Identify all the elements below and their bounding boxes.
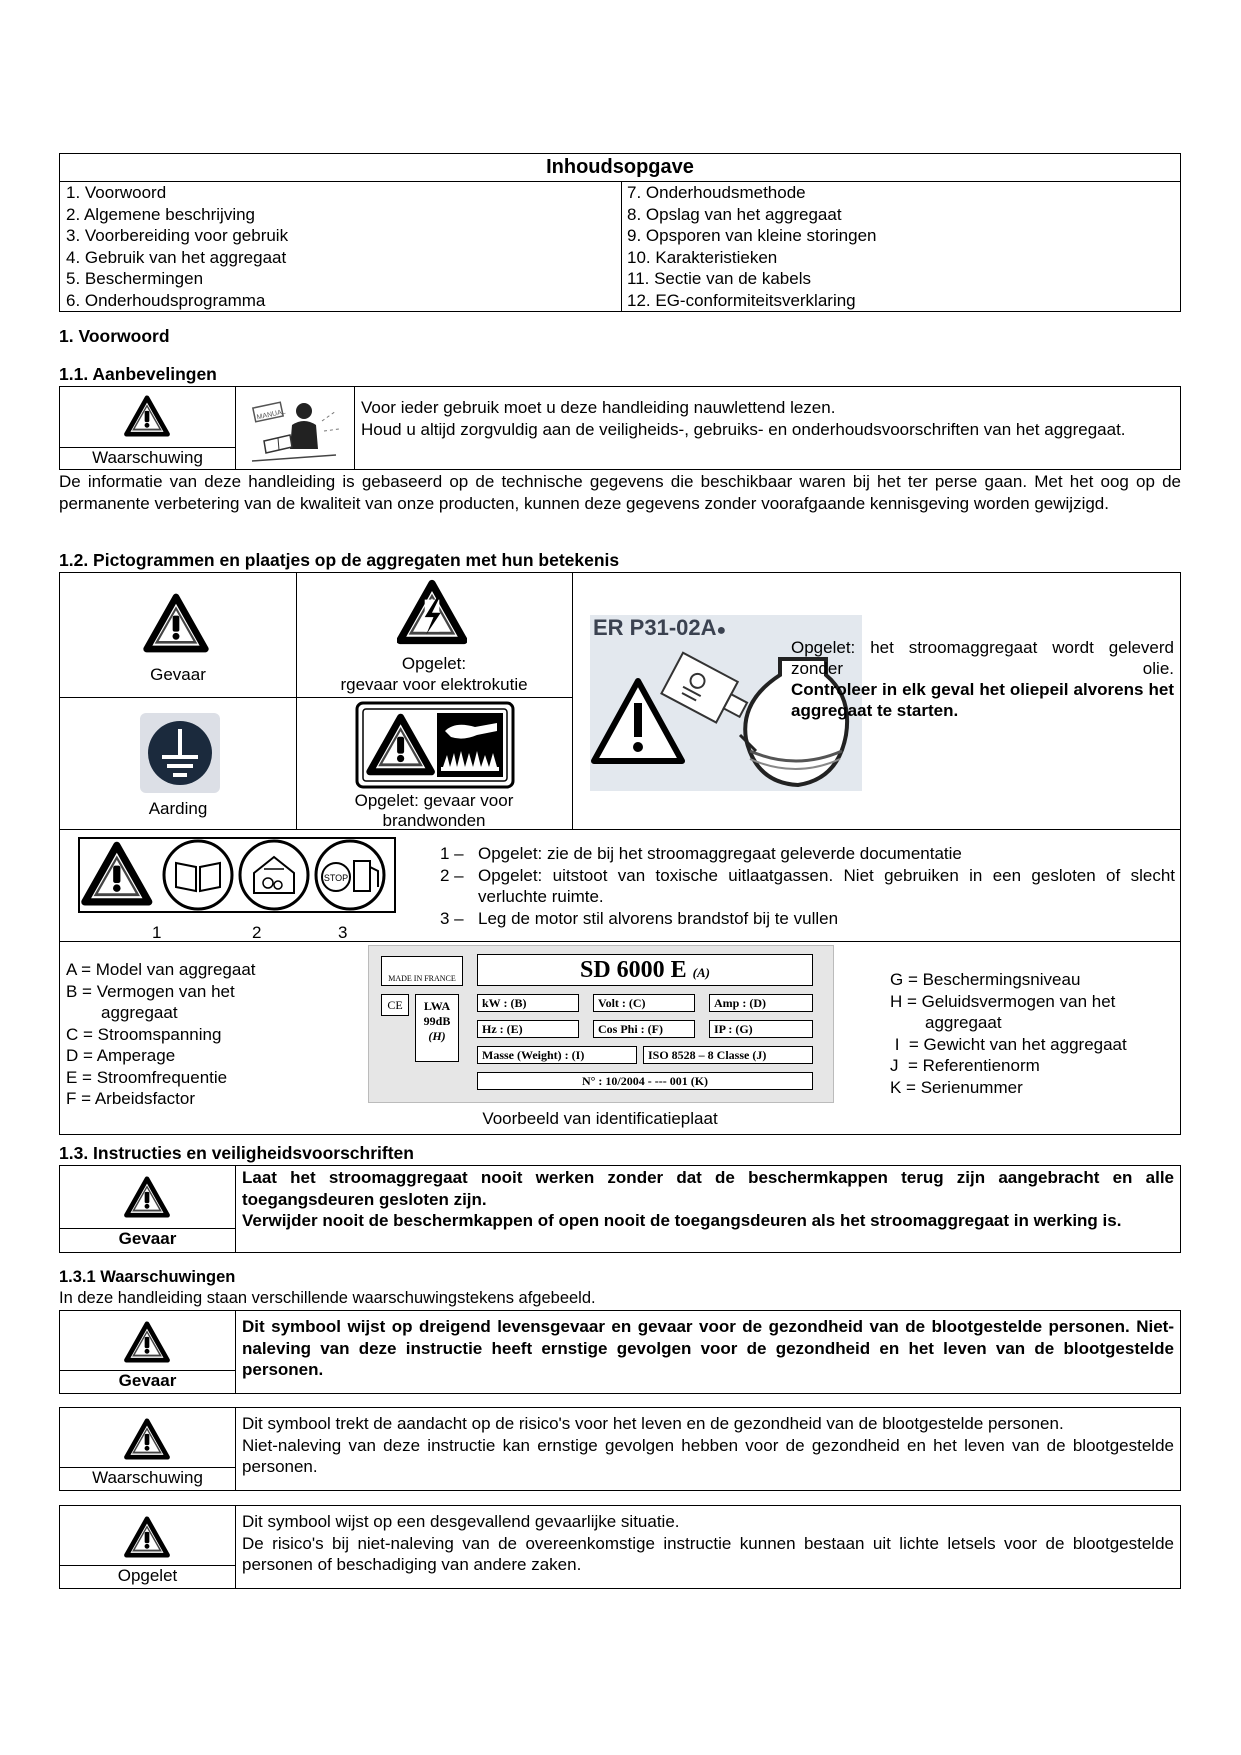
toc-item[interactable]: 7. Onderhoudsmethode <box>627 183 806 202</box>
plate-caption: Voorbeeld van identificatieplaat <box>482 1109 718 1128</box>
toc-item[interactable]: 12. EG-conformiteitsverklaring <box>627 290 856 310</box>
caution-label: Opgelet <box>117 1566 178 1585</box>
plate-serial: N° : 10/2004 - --- 001 (K) <box>477 1072 813 1090</box>
plate-hz: Hz : (E) <box>477 1020 579 1038</box>
electric-hazard-label <box>296 653 572 695</box>
toc-item[interactable]: 9. Opsporen van kleine storingen <box>627 226 877 245</box>
plate-iso: ISO 8528 – 8 Classe (J) <box>643 1046 813 1064</box>
warning-triangle-icon <box>124 1418 170 1460</box>
toc-item[interactable]: 4. Gebruik van het aggregaat <box>66 247 287 267</box>
oil-code: ER P31-02A● <box>593 615 727 640</box>
list-item: 2 – Opgelet: uitstoot van toxische uitlaatgassen. Niet gebruiken in een gesloten of slecht verluchte ruimte. <box>440 865 1175 906</box>
svg-text:STOP: STOP <box>323 873 349 883</box>
warning-triangle-icon <box>124 395 170 437</box>
warning-line-2: Niet-naleving van deze instructie kan ernstige gevolgen hebben voor de gezondheid en het leven van de blootgestelde personen. <box>242 1435 1174 1476</box>
symbol-meaning-list <box>440 843 1175 929</box>
burn-hazard-label <box>296 791 572 831</box>
ground-icon <box>140 713 220 793</box>
legend-item: I = Gewicht van het aggregaat <box>890 1034 1127 1054</box>
danger-text: Dit symbool wijst op dreigend levensgevaar en gevaar voor de gezondheid van de blootgestelde personen. Niet-naleving van deze instructie heeft ernstige gevolgen voor de gezondheid en het leven van de blootgestelde personen. <box>242 1317 1174 1379</box>
caution-box <box>59 1505 1181 1589</box>
recommendation-text <box>361 397 1174 440</box>
warnings-intro: In deze handleiding staan verschillende waarschuwingstekens afgebeeld. <box>59 1289 596 1307</box>
oil-bold-text: Controleer in elk geval het oliepeil alvorens het aggregaat te starten. <box>791 680 1174 720</box>
oil-text: Opgelet: het stroomaggregaat wordt geleverd zonder olie. <box>791 638 1174 678</box>
toc-title: Inhoudsopgave <box>546 156 694 178</box>
subsection-title: 1.1. Aanbevelingen <box>59 364 217 384</box>
warning-label: Waarschuwing <box>92 448 203 467</box>
subsection-title: 1.2. Pictogrammen en plaatjes op de aggregaten met hun betekenis <box>59 550 620 570</box>
read-manual-icon <box>244 391 344 465</box>
toc-item[interactable]: 10. Karakteristieken <box>627 247 778 267</box>
caution-line-1: Dit symbool wijst op een desgevallend gevaarlijke situatie. <box>242 1512 680 1531</box>
toc-right-column <box>627 182 877 311</box>
svg-text:MANUAL: MANUAL <box>256 408 287 422</box>
list-item: 3 – Leg de motor stil alvorens brandstof bij te vullen <box>440 908 839 928</box>
plate-lwa: LWA 99dB (H) <box>415 994 459 1062</box>
safety-instructions-box <box>59 1165 1181 1253</box>
legend-item: G = Beschermingsniveau <box>890 970 1081 989</box>
danger-label: Gevaar <box>150 665 206 684</box>
electric-label-line-2: rgevaar voor elektrokutie <box>340 675 528 694</box>
burn-hazard-icon <box>355 701 515 789</box>
plate-model: SD 6000 E (A) <box>477 954 813 986</box>
pictogram-table <box>59 572 1181 1135</box>
warning-label: Waarschuwing <box>92 1468 203 1487</box>
toc-item[interactable]: 1. Voorwoord <box>66 183 167 202</box>
plate-made-in: MADE IN FRANCE <box>381 956 463 986</box>
toc-item[interactable]: 8. Opslag van het aggregaat <box>627 204 842 224</box>
legend-item: aggregaat <box>101 1003 178 1022</box>
toc-item[interactable]: 11. Sectie van de kabels <box>627 269 811 288</box>
subsection-title: 1.3. Instructies en veiligheidsvoorschriften <box>59 1143 414 1163</box>
subsection-title: 1.3.1 Waarschuwingen <box>59 1268 236 1286</box>
toc-item[interactable]: 2. Algemene beschrijving <box>66 204 256 224</box>
danger-label: Gevaar <box>118 1229 177 1248</box>
safety-text <box>242 1167 1174 1232</box>
oil-text-continued <box>791 658 1174 679</box>
plate-legend-right <box>890 969 1127 1098</box>
danger-triangle-icon <box>124 1176 170 1218</box>
burn-label-line-1: Opgelet: gevaar voor <box>354 791 514 810</box>
identification-plate <box>368 945 834 1103</box>
danger-box <box>59 1310 1181 1394</box>
burn-label-line-2: brandwonden <box>382 811 486 830</box>
warning-box <box>59 1407 1181 1491</box>
danger-triangle-icon <box>142 593 210 653</box>
caution-line-2: De risico's bij niet-naleving van de overeenkomstige instructie kunnen bestaan uit lichte letsels voor de blootgestelde personen of beschadiging van andere zaken. <box>242 1533 1174 1574</box>
combined-warning-label-icon <box>78 837 396 913</box>
legend-item: E = Stroomfrequentie <box>66 1067 228 1087</box>
safety-line-1: Laat het stroomaggregaat nooit werken zonder dat de beschermkappen terug zijn aangebracht en alle toegangsdeuren gesloten zijn. <box>242 1168 1174 1209</box>
toc-table <box>59 153 1181 312</box>
legend-item: aggregaat <box>925 1013 1002 1032</box>
plate-amp: Amp : (D) <box>709 994 813 1012</box>
plate-volt: Volt : (C) <box>593 994 695 1012</box>
info-paragraph: De informatie van deze handleiding is gebaseerd op de technische gegevens die beschikbaar waren bij het ter perse gaan. Met het oog op de permanente verbetering van de kwaliteit van onze producten, kunnen deze gegevens zonder voorafgaande kennisgeving worden gewijzigd. <box>59 472 1181 513</box>
plate-ce: CE <box>381 994 409 1016</box>
toc-item[interactable]: 6. Onderhoudsprogramma <box>66 290 266 310</box>
danger-triangle-icon <box>124 1321 170 1363</box>
symbol-number-1: 1 <box>152 923 162 942</box>
toc-item[interactable]: 3. Voorbereiding voor gebruik <box>66 226 289 245</box>
warning-line-1: Dit symbool trekt de aandacht op de risico's voor het leven en de gezondheid van de blootgestelde personen. <box>242 1414 1064 1433</box>
caution-triangle-icon <box>124 1516 170 1558</box>
electric-hazard-icon <box>397 579 467 645</box>
recommendation-line-2: Houd u altijd zorgvuldig aan de veiligheids-, gebruiks- en onderhoudsvoorschriften van het aggregaat. <box>361 419 1126 439</box>
recommendation-box <box>59 386 1181 470</box>
list-item: 1 – Opgelet: zie de bij het stroomaggregaat geleverde documentatie <box>440 844 962 863</box>
legend-item: J = Referentienorm <box>890 1056 1040 1075</box>
plate-masse: Masse (Weight) : (I) <box>477 1046 637 1064</box>
legend-item: C = Stroomspanning <box>66 1024 222 1044</box>
recommendation-line-1: Voor ieder gebruik moet u deze handleiding nauwlettend lezen. <box>361 398 836 417</box>
plate-cos-phi: Cos Phi : (F) <box>593 1020 695 1038</box>
safety-line-2: Verwijder nooit de beschermkappen of open nooit de toegangsdeuren als het stroomaggregaat in werking is. <box>242 1211 1122 1230</box>
legend-item: F = Arbeidsfactor <box>66 1089 195 1108</box>
caution-text <box>242 1511 1174 1576</box>
toc-item[interactable]: 5. Beschermingen <box>66 269 204 288</box>
ground-label: Aarding <box>148 799 208 818</box>
symbol-number-2: 2 <box>252 923 262 942</box>
legend-item: D = Amperage <box>66 1046 176 1065</box>
plate-kw: kW : (B) <box>477 994 579 1012</box>
legend-item: K = Serienummer <box>890 1077 1023 1097</box>
toc-left-column <box>66 182 288 311</box>
warning-text <box>242 1413 1174 1478</box>
legend-item: H = Geluidsvermogen van het <box>890 991 1116 1011</box>
plate-ip: IP : (G) <box>709 1020 813 1038</box>
section-title: 1. Voorwoord <box>59 326 170 346</box>
symbol-number-3: 3 <box>338 923 348 942</box>
legend-item: B = Vermogen van het <box>66 981 235 1001</box>
plate-legend-left <box>66 959 256 1110</box>
danger-label: Gevaar <box>118 1371 177 1390</box>
legend-item: A = Model van aggregaat <box>66 960 256 979</box>
electric-label-line-1: Opgelet: <box>401 654 467 673</box>
